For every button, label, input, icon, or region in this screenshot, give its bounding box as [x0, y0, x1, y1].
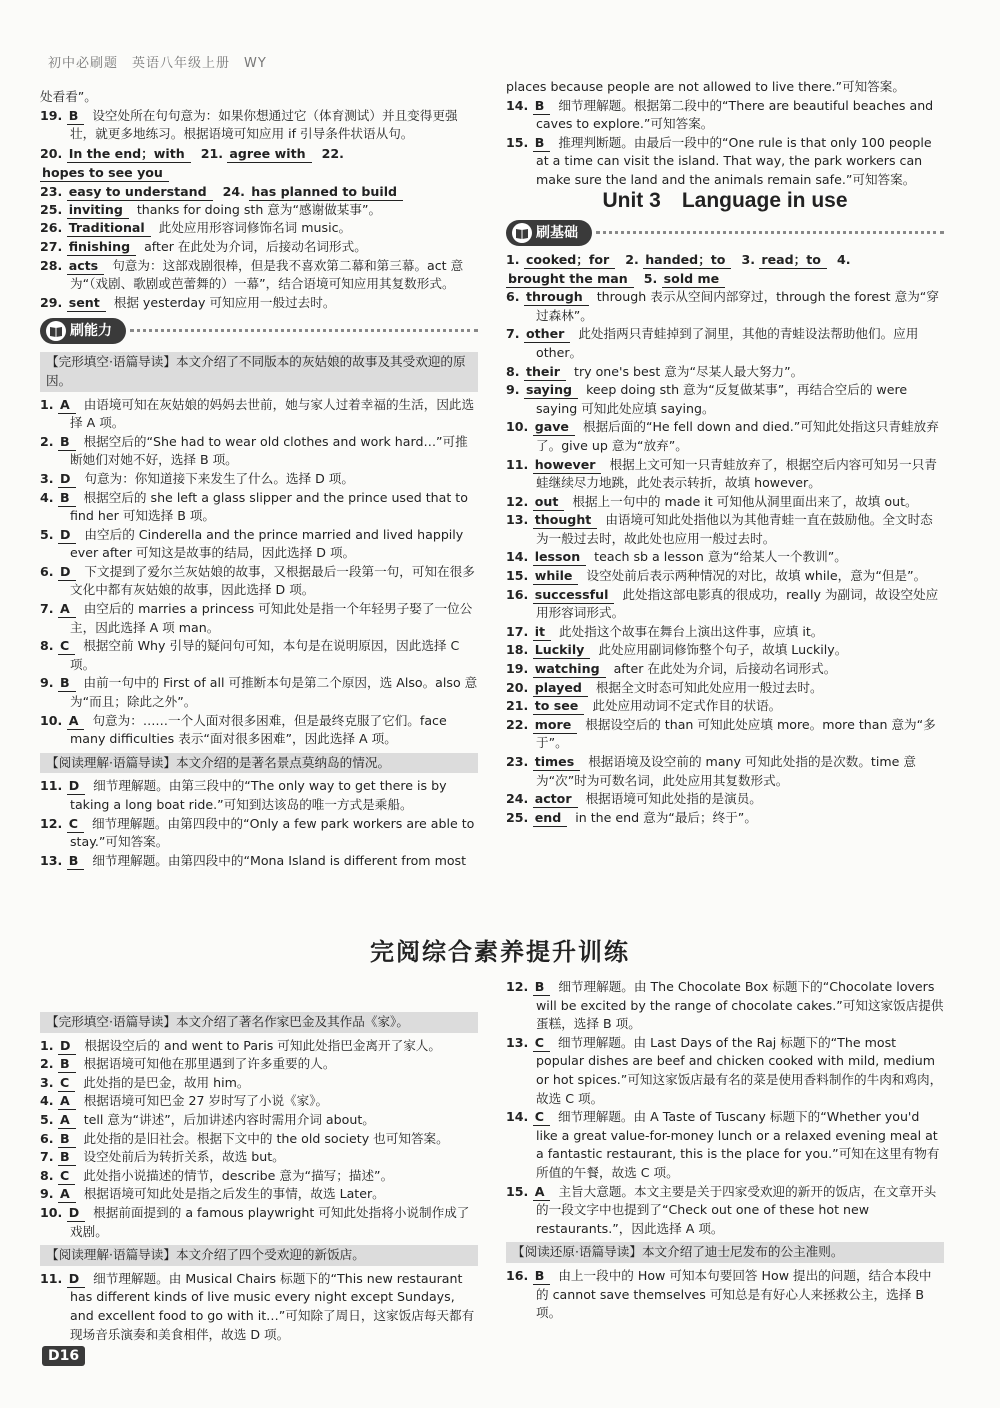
answer-key: A	[58, 1186, 76, 1203]
answer-key: times	[533, 754, 581, 771]
explanation-text: 由上一段中的 How 可知本句要回答 How 提出的问题，结合本段中的 cannot save themselves 可知总是有好心人来拯救公主，选择 B 项。	[536, 1267, 932, 1321]
answer-key: B	[533, 135, 551, 152]
explanation-text: 由语境可知在灰姑娘的妈妈去世前，她与家人过着幸福的生活，因此选择 A 项。	[70, 396, 475, 431]
answer-item	[506, 753, 944, 790]
explanation-text: 此处指的是巴金，故用 him。	[83, 1074, 250, 1090]
item-number: 5.	[40, 526, 58, 542]
passage-guide: 【完形填空·语篇导读】本文介绍了不同版本的灰姑娘的故事及其受欢迎的原因。	[40, 352, 478, 391]
explanation-text: 根据前面提到的 a famous playwright 可知此处指将小说制作成了戏剧。	[70, 1204, 470, 1239]
answer-key: D	[58, 1038, 76, 1055]
passage-guide: 【阅读还原·语篇导读】本文介绍了迪士尼发布的公主准则。	[506, 1242, 944, 1263]
explanation-text: 此处指两只青蛙掉到了洞里，其他的青蛙设法帮助他们。应用 other。	[536, 326, 919, 360]
explanation-text: 此处应用形容词修饰名词 music。	[158, 220, 352, 236]
answer-item	[506, 586, 944, 623]
explanation-text: 细节理解题。由第四段中的“Mona Island is different from most	[92, 852, 467, 868]
answer-key: acts	[67, 258, 104, 275]
answer-line	[40, 144, 478, 182]
answer-key: thought	[533, 512, 598, 529]
answer-key: watching	[533, 661, 606, 678]
item-number: 22.	[321, 145, 344, 161]
answer-key: read；to	[759, 252, 827, 269]
section-badge-row	[40, 312, 478, 348]
item-number: 8.	[40, 1167, 58, 1183]
answer-key: their	[524, 364, 566, 381]
answer-key: hopes to see you	[40, 165, 169, 182]
item-number: 12.	[40, 815, 67, 831]
item-number: 19.	[40, 107, 67, 123]
answer-key: handed；to	[643, 252, 731, 269]
explanation-text: 根据设空后的 and went to Paris 可知此处指巴金离开了家人。	[84, 1037, 441, 1053]
answer-item	[40, 674, 478, 711]
explanation-text: 主旨大意题。本文主要是关于四家受欢迎的新开的饭店，在文章开头的一段文字中也提到了“Check out one of these hot new restaurants.”，因此选择 A 项。	[536, 1183, 937, 1236]
explanation-text: teach sb a lesson 意为“给某人一个教训”。	[594, 549, 847, 565]
explanation-text: 设空处前后为转折关系，故选 but。	[83, 1149, 285, 1165]
explanation-text: 根据 yesterday 可知应用一般过去时。	[113, 294, 336, 310]
item-number: 7.	[506, 326, 524, 342]
explanation-text: 细节理解题。由 A Taste of Tuscany 标题下的“Whether you'd like a great value-for-money lunch or a relaxed evening meal at a fantastic restaurant, this is the place for you.”可知在这里有物有所值的午餐，故选 C 项。	[536, 1109, 940, 1180]
item-number: 22.	[506, 716, 533, 732]
item-number: 3.	[40, 470, 58, 486]
answer-key: In the end；with	[67, 146, 191, 163]
answer-key: A	[58, 601, 76, 618]
answer-column-right-top	[506, 78, 944, 827]
answer-key: D	[58, 564, 76, 581]
answer-item	[40, 1055, 478, 1074]
answer-key: however	[533, 457, 602, 474]
explanation-text: 此处应用副词修饰整个句子，故填 Luckily。	[598, 642, 848, 658]
book-icon	[46, 321, 66, 341]
item-number: 4.	[40, 489, 58, 505]
item-number: 5.	[40, 1111, 58, 1127]
section-badge	[40, 318, 126, 344]
unit-title: Unit 3 Language in use	[602, 188, 848, 212]
answer-item	[40, 201, 478, 220]
answer-item	[506, 97, 944, 134]
page-header: 初中必刷题 英语八年级上册 WY	[48, 56, 267, 71]
answer-item	[506, 493, 944, 512]
item-number: 17.	[506, 623, 533, 639]
answer-key: A	[58, 1093, 76, 1110]
answer-line	[40, 182, 478, 201]
answer-item	[506, 325, 944, 362]
answer-item	[506, 641, 944, 660]
answer-key: A	[58, 397, 76, 414]
answer-key: B	[58, 1131, 76, 1148]
answer-key: A	[58, 1112, 76, 1129]
explanation-text: 此处指这部电影真的很成功，really 为副词，故设空处应用形容词形式。	[536, 586, 939, 621]
item-number: 11.	[40, 778, 67, 794]
item-number: 19.	[506, 661, 533, 677]
item-number: 26.	[40, 220, 67, 236]
item-number: 10.	[40, 712, 67, 728]
answer-key: D	[67, 1271, 85, 1288]
answer-item	[40, 1270, 478, 1344]
answer-item	[40, 489, 478, 526]
answer-key: Traditional	[67, 220, 151, 237]
book-icon	[512, 223, 532, 243]
answer-key: brought the man	[506, 271, 634, 288]
explanation-text: 根据语境可知此处是指之后发生的事情，故选 Later。	[83, 1186, 385, 1202]
item-number: 13.	[506, 1034, 533, 1050]
answer-key: D	[58, 471, 76, 488]
answer-item	[506, 623, 944, 642]
item-number: 21.	[200, 145, 228, 161]
explanation-text: thanks for doing sth 意为“感谢做某事”。	[136, 201, 382, 217]
answer-item	[506, 567, 944, 586]
item-number: 9.	[40, 1186, 58, 1202]
item-number: 16.	[506, 586, 533, 602]
explanation-text: 句意为：这部戏剧很棒，但是我不喜欢第二幕和第三幕。act 意为“（戏剧、歌剧或芭蕾舞的）一幕”，结合语境可知应用其复数形式。	[70, 257, 464, 292]
item-number: 21.	[506, 698, 533, 714]
explanation-text: 根据上一句中的 made it 可知他从洞里面出来了，故填 out。	[572, 493, 918, 509]
answer-key: B	[58, 490, 76, 507]
explanation-text: 细节理解题。由第四段中的“Only a few park workers are able to stay.”可知答案。	[70, 815, 475, 850]
answer-item	[40, 852, 478, 871]
explanation-text: 根据语境及设空前的 many 可知此处指的是次数。time 意为“次”时为可数名词，此处应用其复数形式。	[536, 754, 916, 788]
answer-item	[40, 1111, 478, 1130]
item-number: 14.	[506, 97, 533, 113]
answer-item	[40, 1092, 478, 1111]
item-number: 13.	[40, 852, 67, 868]
answer-item	[40, 777, 478, 814]
answer-item	[40, 396, 478, 433]
answer-column-left-top	[40, 88, 478, 870]
item-number: 6.	[506, 289, 524, 305]
answer-item	[40, 470, 478, 489]
answer-key: sold me	[662, 271, 726, 288]
answer-item	[506, 978, 944, 1034]
answer-item	[506, 697, 944, 716]
answer-key: more	[533, 717, 578, 734]
explanation-text: after 在此处为介词，后接动名词形式。	[144, 238, 367, 254]
explanation-text: 根据上文可知一只青蛙放弃了，根据空后内容可知另一只青蛙继续尽力地跳，此处表示转折，故填 however。	[536, 456, 937, 491]
answer-item	[506, 456, 944, 493]
item-number: 7.	[40, 1149, 58, 1165]
explanation-text: 由前一句中的 First of all 可推断本句是第二个原因，选 Also。also 意为“而且；除此之外”。	[70, 675, 478, 710]
item-number: 14.	[506, 549, 533, 565]
explanation-text: 此处指这个故事在舞台上演出这件事，应填 it。	[559, 623, 824, 639]
item-number: 12.	[506, 493, 533, 509]
answer-key: it	[533, 624, 551, 641]
explanation-text: 此处指小说描述的情节，describe 意为“描写；描述”。	[83, 1167, 394, 1183]
answer-key: A	[67, 713, 85, 730]
item-number: 10.	[40, 1204, 67, 1220]
answer-item	[40, 1148, 478, 1167]
answer-key: D	[58, 527, 76, 544]
answer-item	[506, 418, 944, 455]
item-number: 6.	[40, 563, 58, 579]
item-number: 24.	[222, 183, 250, 199]
answer-item	[40, 815, 478, 852]
item-number: 4.	[836, 252, 851, 268]
answer-key: C	[58, 1075, 75, 1092]
item-number: 25.	[40, 201, 67, 217]
answer-key: finishing	[67, 239, 136, 256]
answer-key: B	[533, 98, 551, 115]
explanation-text: try one's best 意为“尽某人最大努力”。	[574, 363, 804, 379]
answer-key: C	[67, 816, 84, 833]
answer-key: C	[533, 1109, 550, 1126]
answer-key: B	[67, 853, 85, 870]
answer-key: B	[58, 675, 76, 692]
answer-key: to see	[533, 698, 585, 715]
answer-item	[506, 1108, 944, 1182]
explanation-text: 根据语境可知此处指的是演员。	[585, 791, 762, 807]
passage-guide: 【完形填空·语篇导读】本文介绍了著名作家巴金及其作品《家》。	[40, 1012, 478, 1033]
item-number: 9.	[506, 382, 524, 398]
answer-item	[40, 257, 478, 294]
item-number: 14.	[506, 1109, 533, 1125]
item-number: 3.	[741, 252, 760, 268]
item-number: 5.	[643, 271, 662, 287]
answer-item	[506, 288, 944, 325]
answer-item	[40, 294, 478, 313]
item-number: 6.	[40, 1130, 58, 1146]
explanation-text: 句意为：……一个人面对很多困难，但是最终克服了它们。face many difficulties 表示“面对很多困难”，因此选择 A 项。	[70, 712, 447, 747]
item-number: 13.	[506, 512, 533, 528]
answer-key: while	[533, 568, 579, 585]
answer-key: saying	[524, 382, 578, 399]
page-number: D16	[42, 1346, 85, 1366]
answer-item	[40, 1204, 478, 1241]
item-number: 1.	[40, 1037, 58, 1053]
explanation-text: 根据空前 Why 引导的疑问句可知，本句是在说明原因，因此选择 C 项。	[70, 638, 460, 672]
explanation-text: keep doing sth 意为“反复做某事”，再结合空后的 were saying 可知此处应填 saying。	[536, 382, 908, 416]
item-number: 27.	[40, 238, 67, 254]
answer-item	[40, 433, 478, 470]
explanation-text: 细节理解题。由第三段中的“The only way to get there is by taking a long boat ride.”可知到达该岛的唯一方式是乘船。	[70, 778, 447, 812]
answer-column-right-bottom	[506, 978, 944, 1323]
answer-key: agree with	[227, 146, 311, 163]
answer-item	[506, 381, 944, 418]
answer-item	[40, 1074, 478, 1093]
explanation-text: 根据后面的“He fell down and died.”可知此处指这只青蛙放弃了。give up 意为“放弃”。	[536, 419, 939, 453]
continued-text: 处看看”。	[40, 89, 97, 104]
item-number: 10.	[506, 419, 533, 435]
explanation-text: 由语境可知此处指他以为其他青蛙一直在鼓励他。全文时态为一般过去时，故此处也应用一般过去时。	[536, 512, 933, 546]
answer-item	[40, 526, 478, 563]
item-number: 2.	[40, 433, 58, 449]
answer-key: B	[533, 979, 551, 996]
explanation-text: 推理判断题。由最后一段中的“One rule is that only 100 people at a time can visit the island. That way, the park workers can make sure the land and the animals remain safe.”可知答案。	[536, 134, 932, 187]
answer-item	[506, 548, 944, 567]
answer-item	[506, 716, 944, 753]
badge-label: 刷能力	[70, 323, 112, 340]
explanation-text: 此处应用动词不定式作目的状语。	[592, 698, 782, 714]
explanation-text: 细节理解题。由 Musical Chairs 标题下的“This new restaurant has different kinds of live music every night except Sundays, and excellent food to go with it…”可知除了周日，这家饭店每天都有现场音乐演奏和美食相伴，故选 D 项。	[70, 1270, 475, 1342]
item-number: 24.	[506, 791, 533, 807]
item-number: 8.	[506, 363, 524, 379]
answer-key: lesson	[533, 549, 586, 566]
answer-key: D	[67, 778, 85, 795]
section-badge-row	[506, 214, 944, 250]
answer-key: other	[524, 326, 570, 343]
answer-item	[506, 1034, 944, 1108]
explanation-text: 根据空后的“She had to wear old clothes and work hard…”可推断她们对她不好，选择 B 项。	[70, 433, 468, 468]
item-number: 29.	[40, 294, 67, 310]
answer-item	[40, 712, 478, 749]
explanation-text: 句意为：你知道接下来发生了什么。选择 D 项。	[84, 470, 354, 486]
explanation-text: 根据语境可知巴金 27 岁时写了小说《家》。	[83, 1093, 329, 1109]
answer-key: played	[533, 680, 588, 697]
explanation-text: 细节理解题。由 The Chocolate Box 标题下的“Chocolate lovers will be excited by the range of chocolate cakes.”可知这家饭店提供蛋糕，选择 B 项。	[536, 979, 944, 1032]
item-number: 25.	[506, 809, 533, 825]
answer-key: actor	[533, 791, 578, 808]
answer-key: successful	[533, 587, 615, 604]
answer-item	[506, 790, 944, 809]
answer-item	[506, 809, 944, 828]
explanation-text: 细节理解题。由 Last Days of the Raj 标题下的“The most popular dishes are beef and chicken cooked with mild, medium or hot spices.”可知这家饭店最有名的菜是使用香料制作的牛肉和鸡肉，故选 C 项。	[536, 1034, 943, 1106]
item-number: 15.	[506, 134, 533, 150]
explanation-text: 下文提到了爱尔兰灰姑娘的故事，又根据最后一段第一句，可知在很多文化中都有灰姑娘的故事，因此选择 D 项。	[70, 563, 475, 598]
answer-key: gave	[533, 419, 575, 436]
item-number: 8.	[40, 638, 58, 654]
passage-guide: 【阅读理解·语篇导读】本文介绍的是著名景点莫纳岛的情况。	[40, 753, 478, 774]
explanation-text: 由空后的 marries a princess 可知此处是指一个年轻男子娶了一位公主，因此选择 A 项 man。	[70, 601, 473, 635]
answer-key: has planned to build	[249, 184, 403, 201]
explanation-text: 根据语境可知他在那里遇到了许多重要的人。	[83, 1056, 336, 1072]
answer-key: out	[533, 494, 565, 511]
item-number: 1.	[506, 252, 524, 268]
answer-item	[40, 1130, 478, 1149]
answer-item	[40, 107, 478, 144]
item-number: 20.	[506, 679, 533, 695]
answer-key: sent	[67, 295, 106, 312]
item-number: 28.	[40, 257, 67, 273]
item-number: 2.	[625, 252, 644, 268]
item-number: 16.	[506, 1267, 533, 1283]
item-number: 11.	[40, 1270, 67, 1286]
item-number: 2.	[40, 1056, 58, 1072]
explanation-text: 此处指的是旧社会。根据下文中的 the old society 也可知答案。	[83, 1130, 449, 1146]
item-number: 12.	[506, 979, 533, 994]
answer-key: C	[58, 1168, 75, 1185]
explanation-text: after 在此处为介词，后接动名词形式。	[613, 661, 837, 677]
badge-label: 刷基础	[536, 224, 578, 241]
item-number: 3.	[40, 1074, 58, 1090]
dotted-rule	[596, 231, 944, 234]
answer-key: B	[67, 108, 85, 125]
answer-item	[40, 238, 478, 257]
answer-key: through	[524, 289, 589, 306]
passage-guide: 【阅读理解·语篇导读】本文介绍了四个受欢迎的新饭店。	[40, 1245, 478, 1266]
answer-key: B	[58, 1056, 76, 1073]
explanation-text: through 表示从空间内部穿过，through the forest 意为“穿过森林”。	[536, 289, 939, 323]
item-number: 7.	[40, 601, 58, 617]
answer-column-left-bottom	[40, 1008, 478, 1344]
dotted-rule	[130, 329, 478, 332]
item-number: 23.	[40, 183, 67, 199]
explanation-text: 根据设空后的 than 可知此处应填 more。more than 意为“多于”。	[536, 716, 936, 751]
item-number: 9.	[40, 675, 58, 691]
answer-key: C	[58, 638, 75, 655]
answer-key: B	[58, 434, 76, 451]
continued-text: places because people are not allowed to live there.”可知答案。	[506, 79, 905, 94]
item-number: 15.	[506, 1183, 533, 1199]
item-number: 20.	[40, 145, 67, 161]
item-number: 18.	[506, 642, 533, 658]
answer-key: B	[58, 1149, 76, 1166]
answer-item	[506, 679, 944, 698]
answer-item	[40, 600, 478, 637]
section-title: 完阅综合素养提升训练	[370, 938, 630, 966]
item-number: 15.	[506, 568, 533, 584]
explanation-text: 细节理解题。根据第二段中的“There are beautiful beaches and caves to explore.”可知答案。	[536, 97, 934, 132]
answer-item	[506, 511, 944, 548]
item-number: 23.	[506, 754, 533, 769]
answer-key: cooked；for	[524, 252, 615, 269]
explanation-text: in the end 意为“最后；终于”。	[575, 809, 757, 825]
answer-item	[40, 1037, 478, 1056]
answer-item	[40, 563, 478, 600]
explanation-text: 由空后的 Cinderella and the prince married and lived happily ever after 可知这是故事的结局，因此选择 D 项。	[70, 526, 464, 561]
item-number: 1.	[40, 396, 58, 412]
answer-item	[506, 1183, 944, 1239]
section-badge	[506, 220, 592, 246]
answer-key: C	[533, 1035, 550, 1052]
item-number: 4.	[40, 1093, 58, 1109]
answer-item	[506, 134, 944, 190]
answer-key: inviting	[67, 202, 129, 219]
answer-key: easy to understand	[67, 184, 213, 201]
answer-key: Luckily	[533, 642, 591, 659]
explanation-text: 设空处所在句句意为：如果你想通过它（体育测试）并且变得更强壮，就更多地练习。根据语境可知应用 if 引导条件状语从句。	[70, 107, 458, 142]
explanation-text: tell 意为“讲述”，后加讲述内容时需用介词 about。	[83, 1111, 375, 1127]
answer-item	[40, 637, 478, 674]
answer-item	[40, 1167, 478, 1186]
answer-item	[506, 660, 944, 679]
answer-item	[40, 219, 478, 238]
explanation-text: 根据空后的 she left a glass slipper and the prince used that to find her 可知选择 B 项。	[70, 489, 468, 524]
explanation-text: 设空处前后表示两种情况的对比，故填 while，意为“但是”。	[586, 568, 927, 584]
answer-line	[506, 250, 944, 288]
answer-key: B	[533, 1268, 551, 1285]
answer-item	[40, 1185, 478, 1204]
answer-key: A	[533, 1184, 551, 1201]
answer-key: D	[67, 1205, 85, 1222]
answer-item	[506, 1267, 944, 1323]
answer-item	[506, 363, 944, 382]
explanation-text: 根据全文时态可知此处应用一般过去时。	[595, 679, 823, 695]
answer-key: end	[533, 810, 568, 827]
item-number: 11.	[506, 456, 533, 472]
